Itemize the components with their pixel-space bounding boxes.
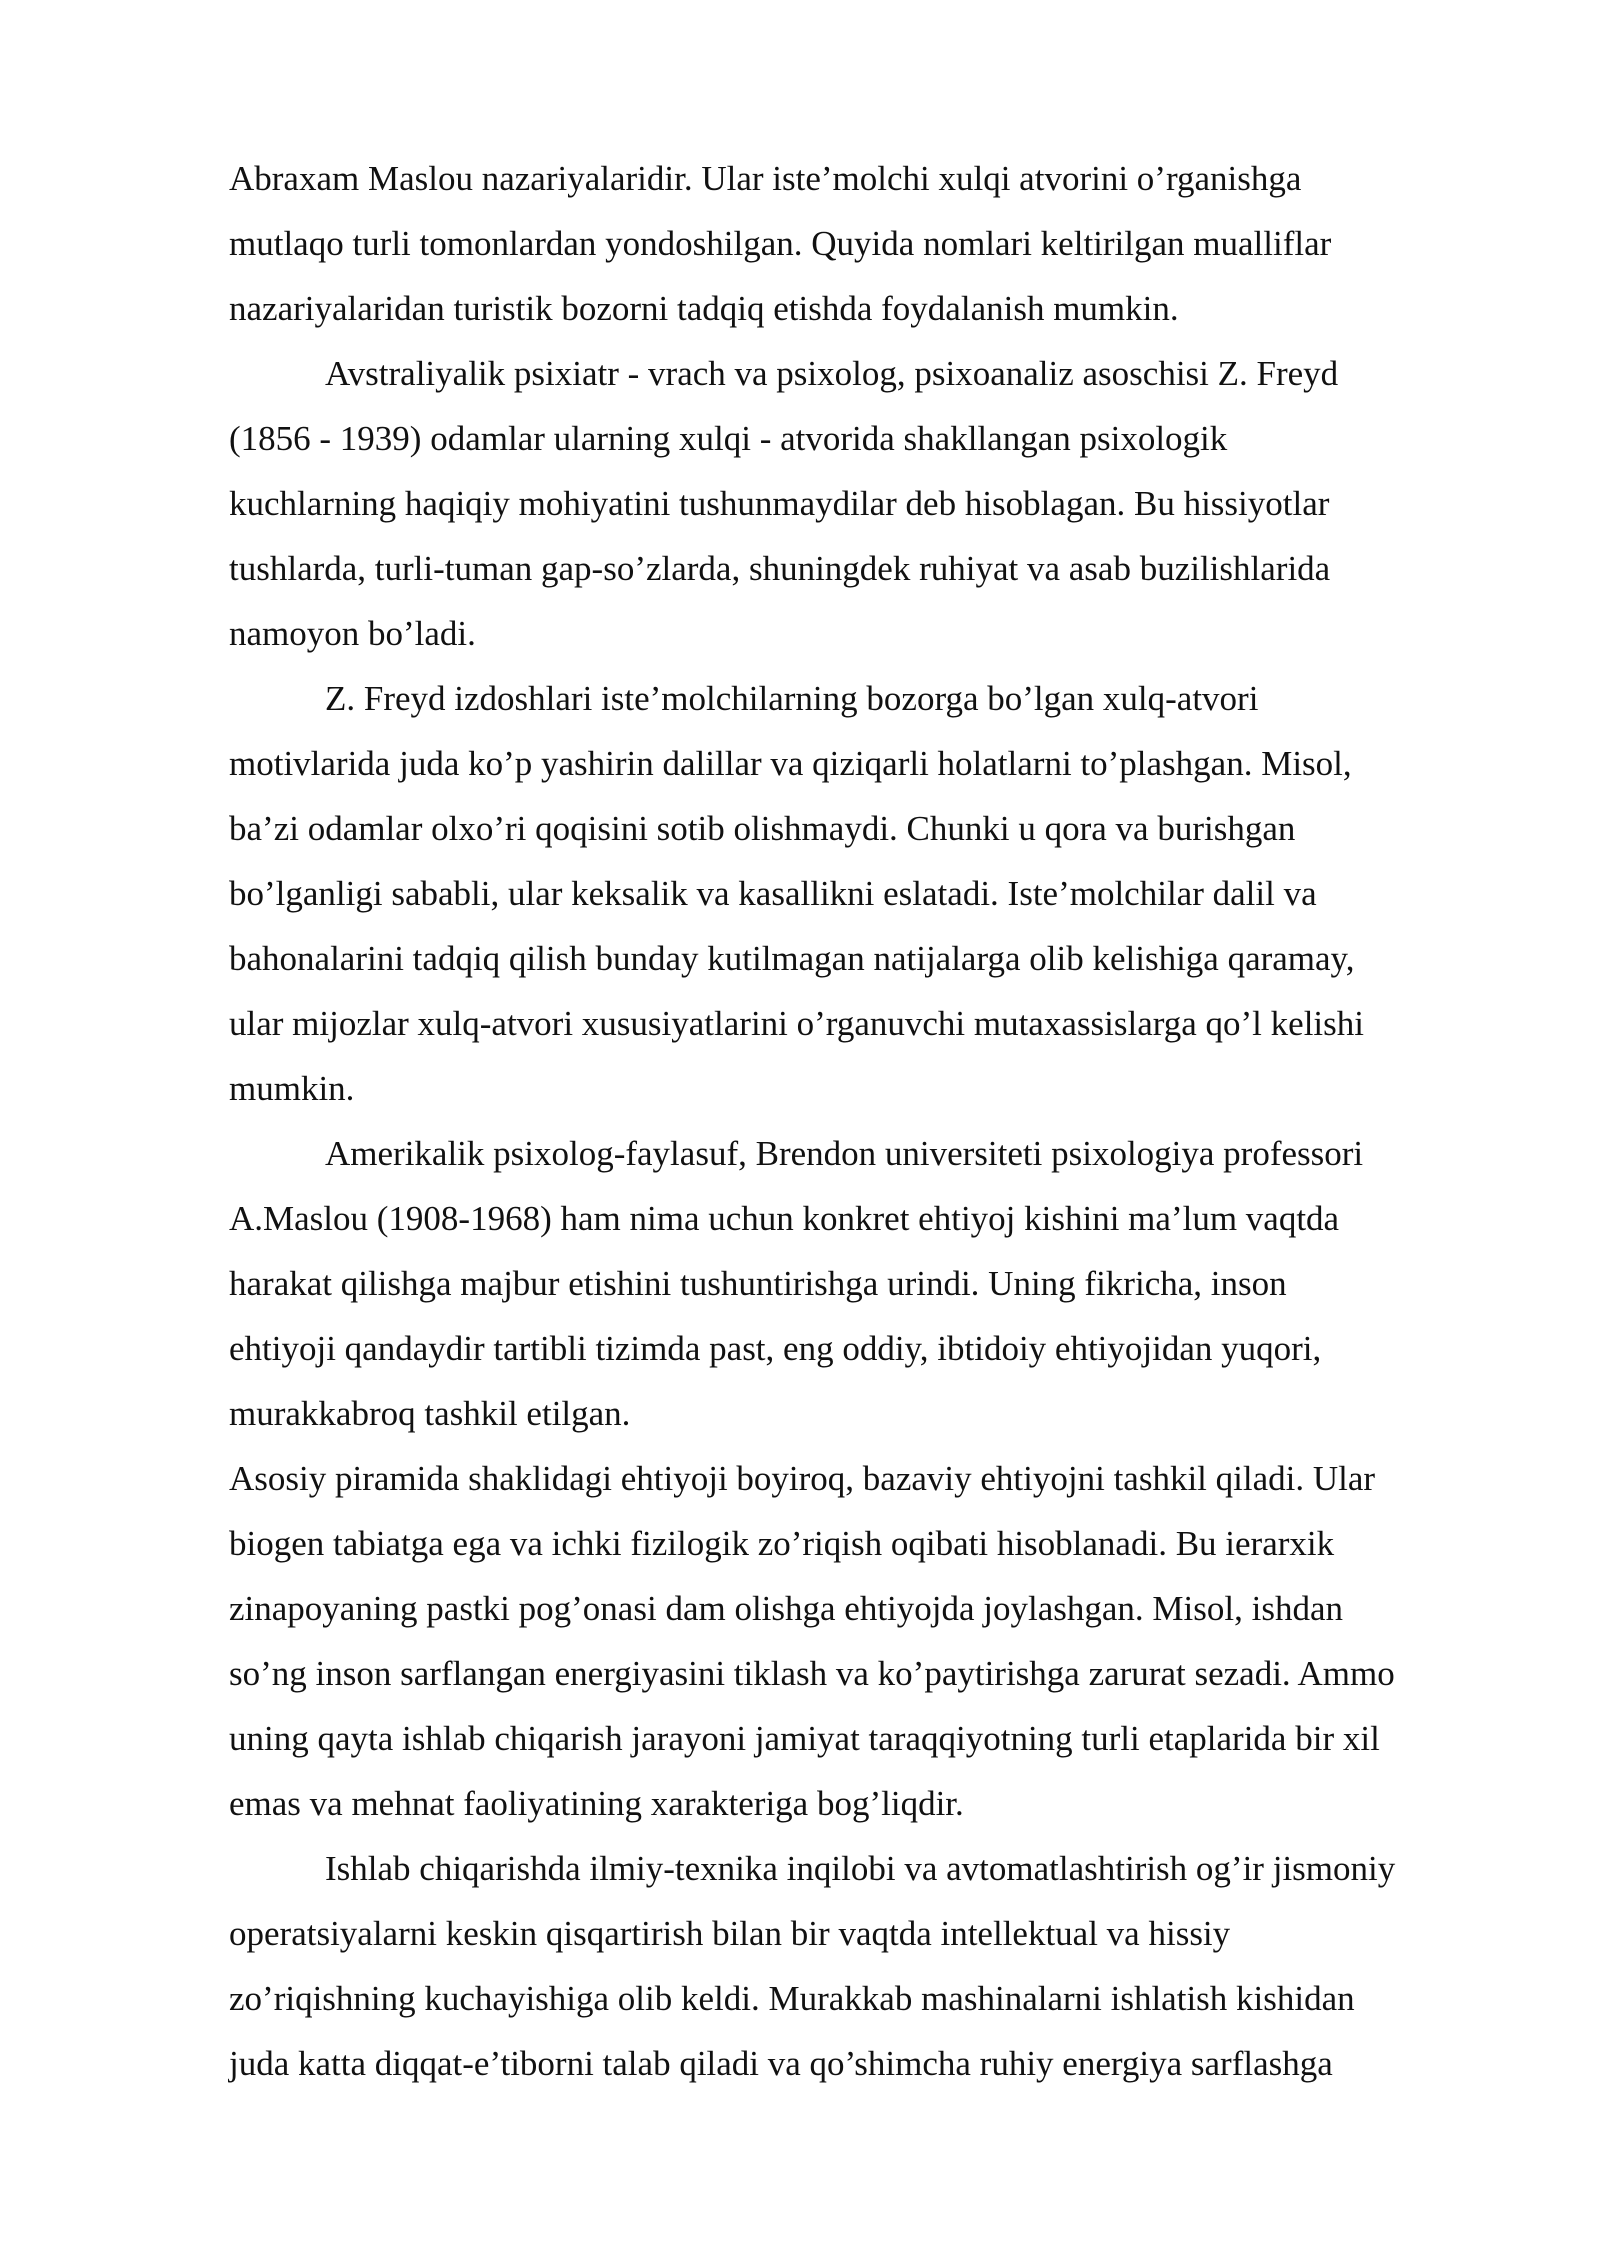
paragraph-3: Z. Freyd izdoshlari iste’molchilarning bozorga bo’lgan xulq-atvori motivlarida juda ko’p yashirin dalillar va qiziqarli holatlarni to’plashgan. Misol, ba’zi odamlar olxo’ri qoqisini sotib olishmaydi. Chunki u qora va burishgan bo’lganligi sababli, ular keksalik va kasallikni eslatadi. Iste’molchilar dalil va bahonalarini tadqiq qilish bunday kutilmagan natijalarga olib kelishiga qaramay, ular mijozlar xulq-atvori xususiyatlarini o’rganuvchi mutaxassislarga qo’l kelishi mumkin. (229, 679, 1364, 1108)
paragraph-2: Avstraliyalik psixiatr - vrach va psixolog, psixoanaliz asoschisi Z. Freyd (1856 - 1939) odamlar ularning xulqi - atvorida shakllangan psixologik kuchlarning haqiqiy mohiyatini tushunmaydilar deb hisoblagan. Bu hissiyotlar tushlarda, turli-tuman gap-so’zlarda, shuningdek ruhiyat va asab buzilishlarida namoyon bo’ladi. (229, 354, 1339, 653)
paragraph-1: Abraxam Maslou nazariyalaridir. Ular iste’molchi xulqi atvorini o’rganishga mutlaqo turli tomonlardan yondoshilgan. Quyida nomlari keltirilgan mualliflar nazariyalaridan turistik bozorni tadqiq etishda foydalanish mumkin. (229, 159, 1332, 328)
paragraph-5: Asosiy piramida shaklidagi ehtiyoji boyiroq, bazaviy ehtiyojni tashkil qiladi. Ular biogen tabiatga ega va ichki fizilogik zo’riqish oqibati hisoblanadi. Bu ierarxik zinapoyaning pastki pog’onasi dam olishga ehtiyojda joylashgan. Misol, ishdan so’ng inson sarflangan energiyasini tiklash va ko’paytirishga zarurat sezadi. Ammo uning qayta ishlab chiqarish jarayoni jamiyat taraqqiyotning turli etaplarida bir xil emas va mehnat faoliyatining xarakteriga bog’liqdir. (229, 1459, 1395, 1823)
paragraph-6: Ishlab chiqarishda ilmiy-texnika inqilobi va avtomatlashtirish og’ir jismoniy operatsiyalarni keskin qisqartirish bilan bir vaqtda intellektual va hissiy zo’riqishning kuchayishiga olib keldi. Murakkab mashinalarni ishlatish kishidan juda katta diqqat-e’tiborni talab qiladi va qo’shimcha ruhiy energiya sarflashga (229, 1849, 1396, 2083)
document-body (229, 146, 1499, 2096)
paragraph-4: Amerikalik psixolog-faylasuf, Brendon universiteti psixologiya professori A.Maslou (1908-1968) ham nima uchun konkret ehtiyoj kishini ma’lum vaqtda harakat qilishga majbur etishini tushuntirishga urindi. Uning fikricha, inson ehtiyoji qandaydir tartibli tizimda past, eng oddiy, ibtidoiy ehtiyojidan yuqori, murakkabroq tashkil etilgan. (229, 1134, 1364, 1433)
